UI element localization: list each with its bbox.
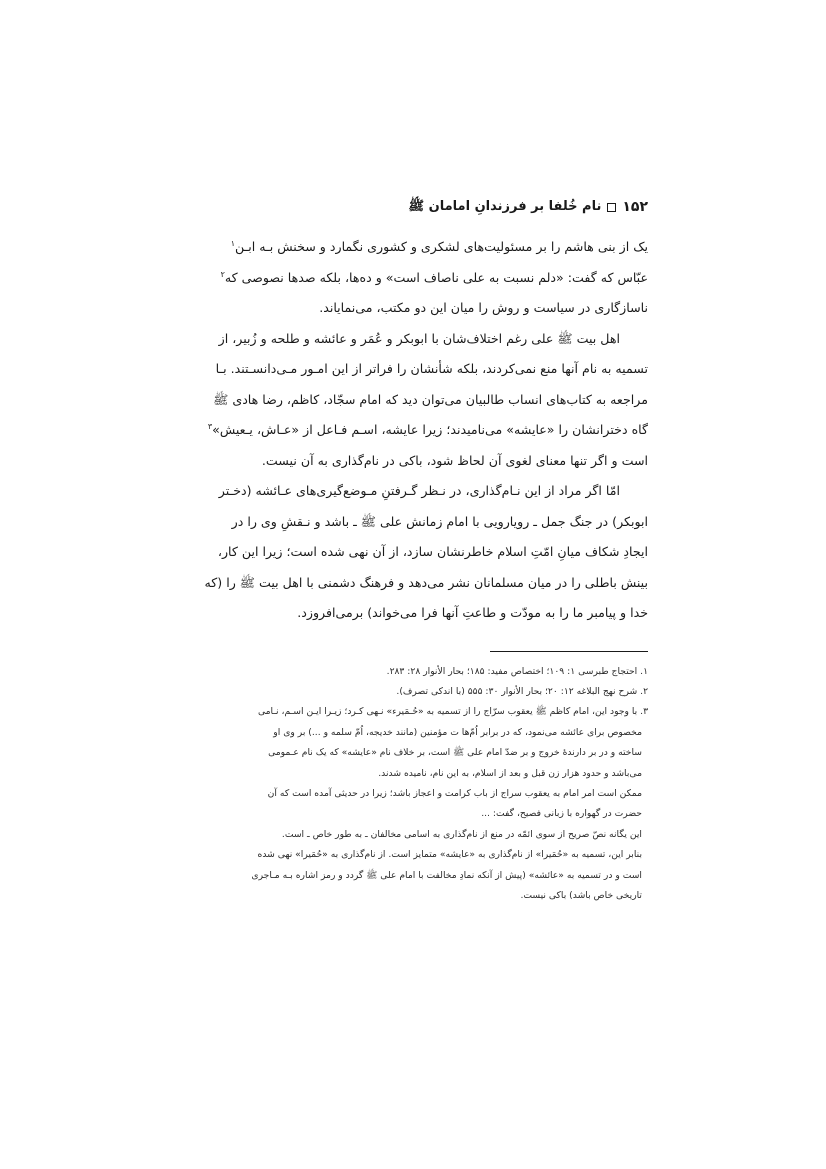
body-line: ابوبکر) در جنگ جمل ـ رویارویی با امام زمانش علی ﷺ ـ باشد و نـقشِ وی را در: [231, 513, 648, 529]
body-line: مراجعه به کتاب‌های انساب طالبیان می‌توان دید که امام سجّاد، کاظم، رضا هادی ﷺ: [213, 391, 648, 407]
square-outline-icon: [607, 203, 616, 212]
footnote-line: تاریخی خاص باشد) باکی نیست.: [520, 889, 642, 901]
page-number: ۱۵۲: [622, 199, 648, 215]
footnote-mark: ۲: [220, 269, 225, 279]
body-line: یک از بنی هاشم را بر مسئولیت‌های لشکری و کشوری نگمارد و سخنش بـه ابـن$^۱$: [230, 238, 648, 254]
footnote-divider: [490, 651, 648, 652]
body-line: است و اگر تنها معنای لغوی آن لحاظ شود، باکی در نام‌گذاری به آن نیست.: [261, 452, 648, 468]
footnote-line: می‌باشد و حدود هزار زن قبل و بعد از اسلام، به این نام، نامیده شدند.: [378, 767, 642, 779]
book-page: [176, 196, 648, 906]
footnote-line: این یگانه نصّ صریح از سوی ائمّه در منع از نام‌گذاری به اسامی مخالفان ـ به طور خاص ـ است.: [281, 828, 642, 840]
body-line: گاه دخترانشان را «عایشه» می‌نامیدند؛ زیرا عایشه، اسـم فـاعل از «عـاش، یـعیش»$^۳$: [207, 421, 648, 437]
footnote-line: ساخته و در بر دارندهٔ خروج و بر ضدّ امام علی ﷺ است، بر خلاف نام «عایشه» که یک نام عـمومی: [268, 747, 642, 759]
footnote-line: است و در تسمیه به «عائشه» (پیش از آنکه نمادِ مخالفت با امام علی ﷺ گردد و رمز اشاره بـه مـاجری: [251, 869, 642, 881]
body-line: امّا اگر مراد از این نـام‌گذاری، در نـظر گـرفتنِ مـوضع‌گیری‌های عـائشه (دخـتر: [218, 483, 620, 498]
chapter-title: نام خُلفا بر فرزندانِ امامان ﷺ: [408, 198, 602, 214]
footnote-line: ممکن است امر امام به یعقوب سراج از باب کرامت و اعجاز باشد؛ زیرا در حدیثی آمده است که آن: [267, 787, 642, 799]
footnote-line: ۱. احتجاج طبرسی ۱: ۱۰۹؛ اختصاص مفید: ۱۸۵؛ بحار الأنوار ۲۸: ۲۸۳.: [386, 665, 648, 677]
body-text: [176, 232, 648, 629]
footnote-line: حضرت در گهواره با زبانی فصیح، گفت: ...: [481, 808, 642, 820]
footnote-line: مخصوص برای عائشه می‌نمود، که در برابر اُمّ‌ها ت مؤمنین (مانند خدیجه، اُمّ سلمه و ...) بر وی او: [273, 726, 642, 738]
footnote-line: ۲. شرح نهج البلاغه ۱۲: ۲۰؛ بحار الأنوار ۳۰: ۵۵۵ (با اندکی تصرف).: [396, 685, 648, 697]
footnote-line: بنابر این، تسمیه به «حُمَیرا» از نام‌گذاری به «عایشه» متمایز است. از نام‌گذاری به «حُمَیرا» نهی شده: [257, 849, 642, 861]
footnotes: [176, 662, 648, 907]
body-line: ایجادِ شکاف میانِ امّتِ اسلام خاطرنشان سازد، از آن نهی شده است؛ زیرا این کار،: [217, 544, 648, 559]
running-header: [176, 196, 648, 218]
footnote-line: ۳. با وجود این، امام کاظم ﷺ یعقوب سرّاج را از تسمیه به «حُـمَیرء» نـهی کـرد؛ زیـرا ایـن اسـم، نـامی: [257, 706, 648, 718]
body-line: عبّاس که گفت: «دلم نسبت به علی ناصاف است» و ده‌ها، بلکه صدها نصوصی که$^۲$: [220, 269, 648, 285]
body-line: اهل بیت ﷺ علی رغم اختلاف‌شان با ابوبکر و عُمَر و عائشه و طلحه و زُبیر، از: [218, 330, 620, 346]
body-line: بینش باطلی را در میان مسلمانان نشر می‌دهد و فرهنگ دشمنی با اهل بیت ﷺ را (که: [204, 574, 648, 590]
footnote-mark: ۱: [230, 238, 236, 248]
body-line: ناسازگاری در سیاست و روش را میان این دو مکتب، می‌نمایاند.: [319, 300, 648, 315]
body-line: خدا و پیامبر ما را به مودّت و طاعتِ آنها فرا می‌خواند) برمی‌افروزد.: [297, 605, 648, 620]
body-line: تسمیه به نام آنها منع نمی‌کردند، بلکه شأنشان را فراتر از این امـور مـی‌دانسـتند. بـا: [215, 361, 648, 376]
footnote-mark: ۳: [207, 421, 213, 431]
